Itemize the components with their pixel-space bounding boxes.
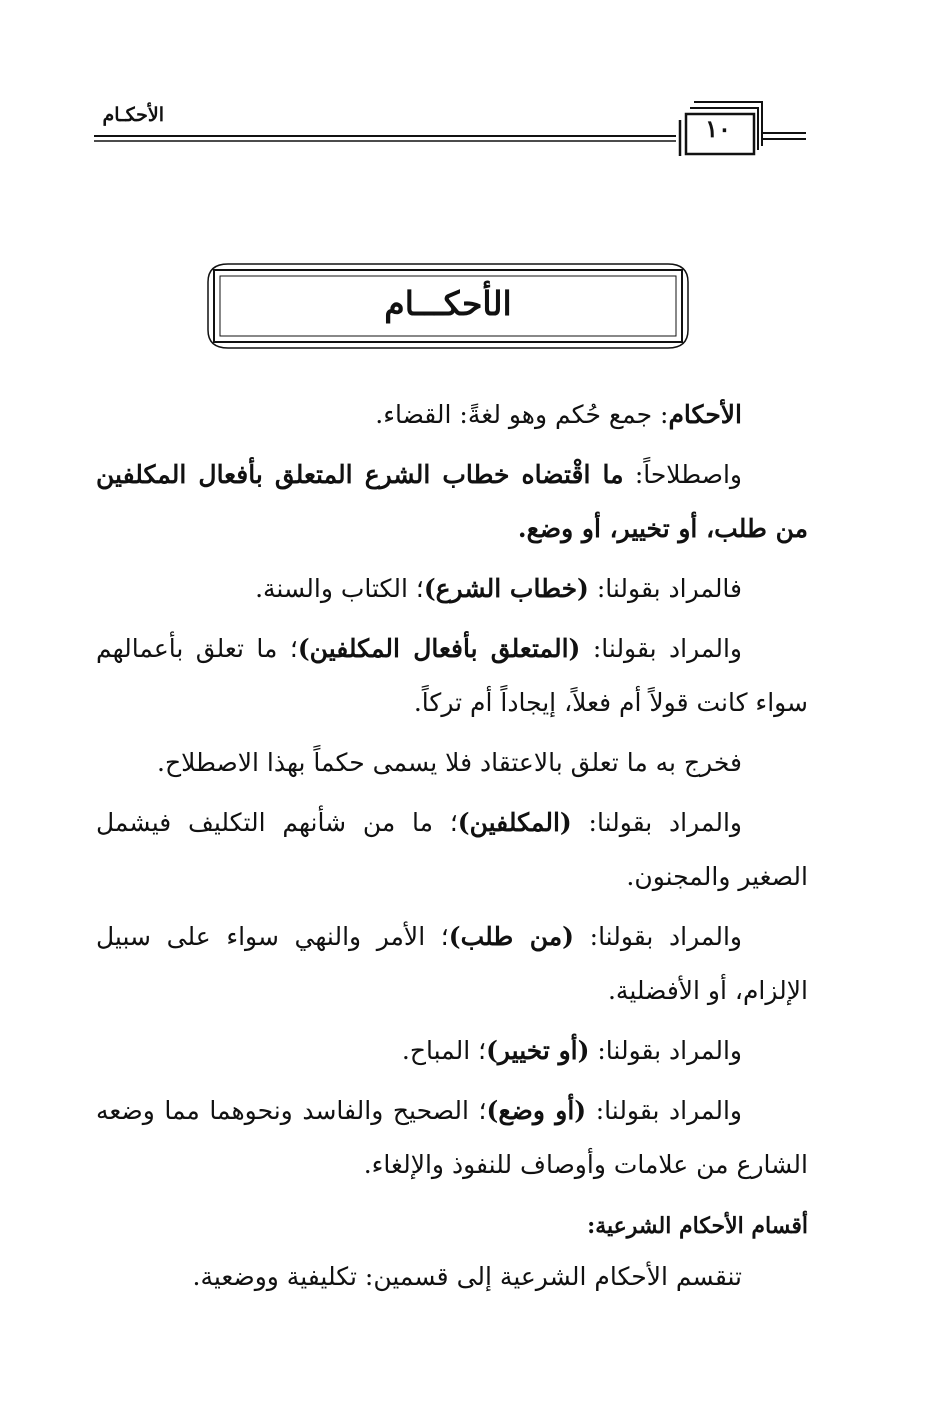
body-text [96, 388, 808, 1310]
paragraph-lead: فالمراد بقولنا: [588, 574, 742, 603]
page-number: ١٠ [705, 114, 731, 143]
paragraph-definition-technical [96, 448, 808, 556]
paragraph-explanation-2 [96, 622, 808, 730]
paragraph-division: تنقسم الأحكام الشرعية إلى قسمين: تكليفية ووضعية. [192, 1262, 742, 1291]
quoted-term: (المكلفين) [457, 808, 572, 837]
running-title: الأحكـام [102, 104, 164, 126]
quoted-term: (أو تخيير) [486, 1036, 590, 1065]
paragraph-text: ؛ المباح. [401, 1036, 487, 1065]
paragraph-lead: والمراد بقولنا: [586, 1096, 743, 1125]
paragraph-definition-language [96, 388, 808, 442]
paragraph-explanation-4 [96, 910, 808, 1018]
paragraph-lead: والمراد بقولنا: [571, 808, 742, 837]
paragraph-explanation-5 [96, 1024, 808, 1078]
definition-bold: ما اقْتضاه خطاب الشرع المتعلق بأفعال المكلفين من طلب، أو تخيير، أو وضع. [96, 460, 808, 543]
paragraph-text: ؛ الكتاب والسنة. [255, 574, 424, 603]
paragraph-explanation-3 [96, 796, 808, 904]
paragraph-text: ؛ ما من شأنهم التكليف فيشمل الصغير والمجنون. [96, 808, 808, 891]
paragraph-lead: والمراد بقولنا: [589, 1036, 742, 1065]
paragraph-lead: والمراد بقولنا: [573, 922, 742, 951]
paragraph-text: ؛ ما تعلق بأعمالهم سواء كانت قولاً أم فعلاً، إيجاداً أم تركاً. [96, 634, 808, 717]
paragraph-explanation-1 [96, 562, 808, 616]
section-heading: أقسام الأحكام الشرعية: [587, 1213, 808, 1239]
quoted-term: (خطاب الشرع) [423, 574, 589, 603]
quoted-term: (أو وضع) [486, 1096, 587, 1125]
quoted-term: (من طلب) [448, 922, 574, 951]
term-ahkam: الأحكام [668, 400, 742, 429]
chapter-title: الأحكـــام [384, 284, 512, 323]
paragraph-exclusion: فخرج به ما تعلق بالاعتقاد فلا يسمى حكماً بهذا الاصطلاح. [157, 748, 742, 777]
paragraph-text: ؛ الأمر والنهي سواء على سبيل الإلزام، أو الأفضلية. [96, 922, 808, 1005]
paragraph-explanation-6 [96, 1084, 808, 1192]
paragraph-text: ؛ الصحيح والفاسد ونحوهما مما وضعه الشارع من علامات وأوصاف للنفوذ والإلغاء. [96, 1096, 808, 1179]
paragraph-lead: والمراد بقولنا: [580, 634, 743, 663]
paragraph-text: : جمع حُكم وهو لغةً: القضاء. [375, 400, 669, 429]
paragraph-lead: واصطلاحاً: [623, 460, 742, 489]
quoted-term: (المتعلق بأفعال المكلفين) [297, 634, 581, 663]
